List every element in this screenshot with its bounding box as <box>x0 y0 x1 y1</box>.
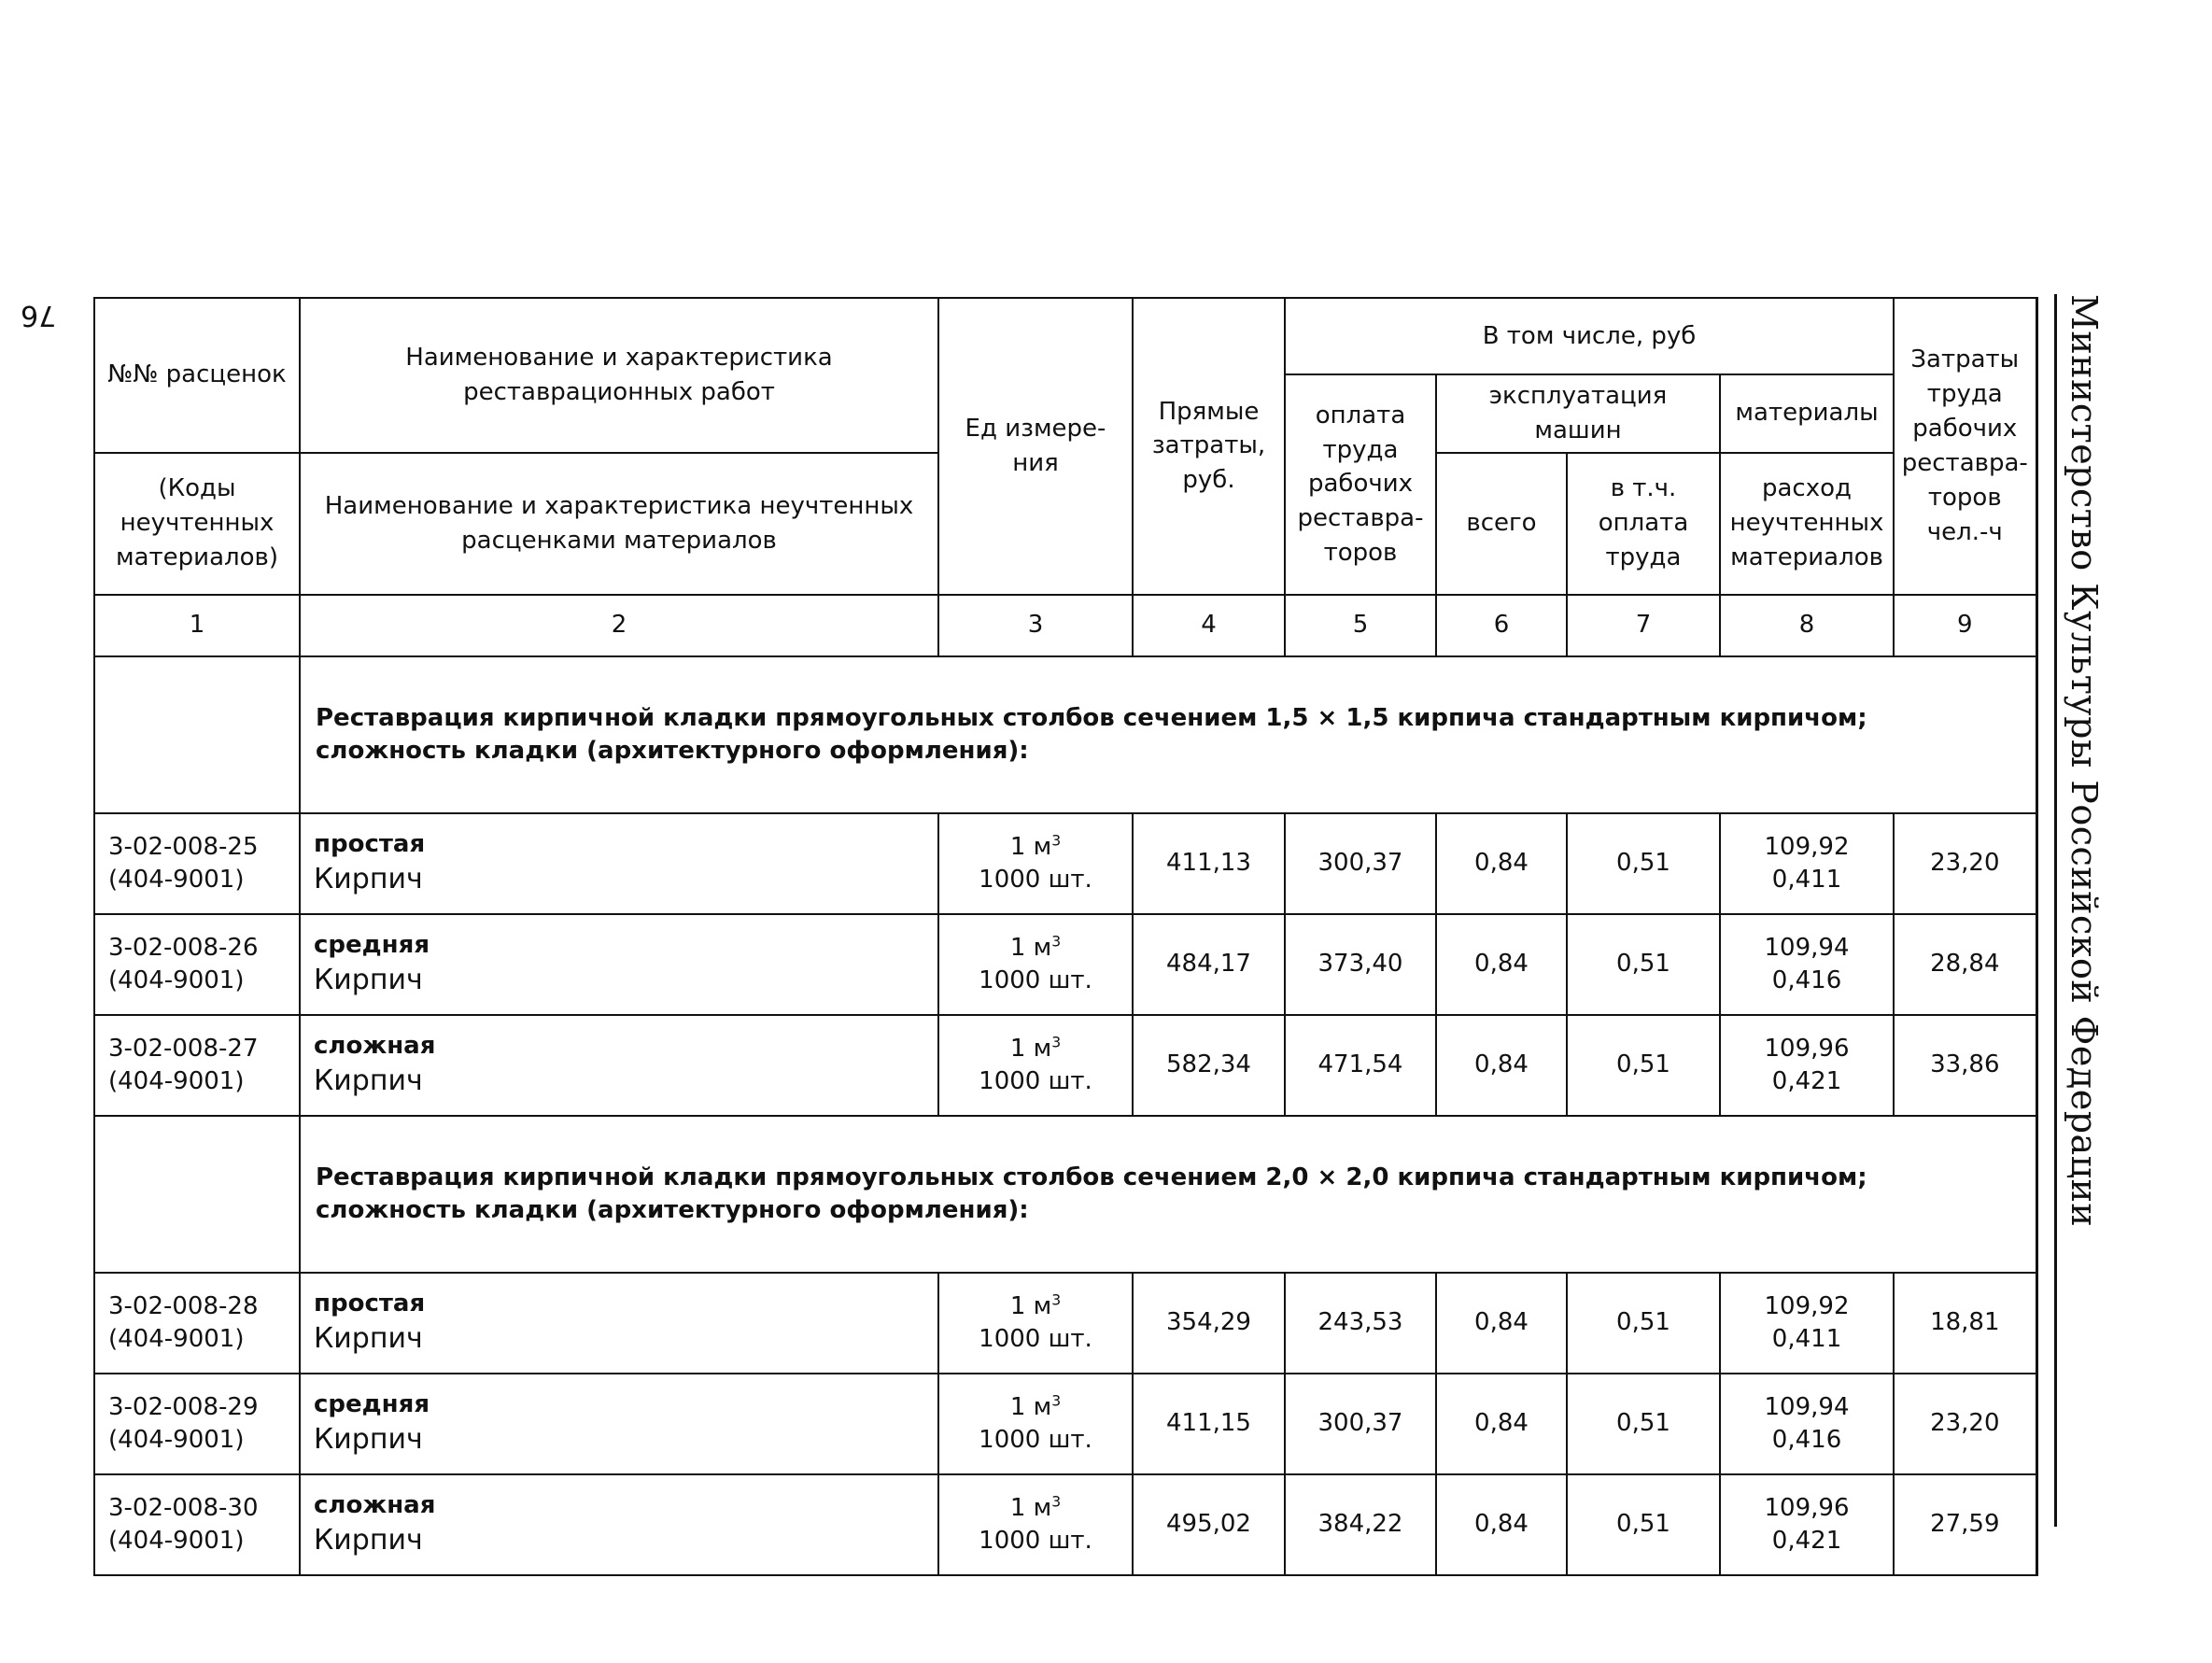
table-row <box>94 1015 2036 1116</box>
material-quantity: 0,411 <box>1771 865 1842 894</box>
column-number: 6 <box>1436 595 1567 656</box>
material-code: (404-9001) <box>108 1066 245 1095</box>
labor-pay: 300,37 <box>1285 813 1436 914</box>
header-including: В том числе, руб <box>1285 298 1894 374</box>
table-row <box>94 813 2036 914</box>
materials-cell <box>1720 1374 1894 1474</box>
unit-cell <box>938 1474 1133 1575</box>
table-row <box>94 1474 2036 1575</box>
direct-costs: 582,34 <box>1133 1015 1285 1116</box>
labor-pay: 471,54 <box>1285 1015 1436 1116</box>
section-title: Реставрация кирпичной кладки прямоугольных столбов сечением 1,5 × 1,5 кирпича стандартным кирпичом; сложность кладки (архитектурного оформления): <box>300 656 2036 813</box>
direct-costs: 411,13 <box>1133 813 1285 914</box>
rate-code: 3-02-008-25 <box>108 832 259 861</box>
unit-text: 1 м <box>1009 832 1052 861</box>
material-name: Кирпич <box>314 1064 423 1098</box>
work-name-cell <box>300 1273 938 1374</box>
section-header-row <box>94 1116 2036 1273</box>
unit-superscript: 3 <box>1051 1291 1062 1309</box>
unit-text: 1 м <box>1009 1493 1052 1522</box>
work-name-cell <box>300 914 938 1015</box>
materials-cell <box>1720 1273 1894 1374</box>
materials-cell <box>1720 1474 1894 1575</box>
direct-costs: 484,17 <box>1133 914 1285 1015</box>
material-code: (404-9001) <box>108 965 245 994</box>
work-name-cell <box>300 1015 938 1116</box>
material-quantity: 0,411 <box>1771 1324 1842 1353</box>
header-direct-costs: Прямые затраты, руб. <box>1133 298 1285 595</box>
unit-cell <box>938 813 1133 914</box>
column-number: 2 <box>300 595 938 656</box>
column-numbers-row <box>94 595 2036 656</box>
rate-code-cell <box>94 1374 300 1474</box>
unit-text: 1 м <box>1009 1392 1052 1421</box>
unit <box>945 932 1126 965</box>
material-unit: 1000 шт. <box>979 865 1092 894</box>
work-name: сложная <box>314 1032 436 1061</box>
labor-pay: 243,53 <box>1285 1273 1436 1374</box>
labor-hours: 23,20 <box>1894 813 2036 914</box>
material-code: (404-9001) <box>108 1526 245 1555</box>
material-name: Кирпич <box>314 863 423 896</box>
materials-cost: 109,96 <box>1764 1493 1850 1522</box>
materials-cost: 109,94 <box>1764 933 1850 962</box>
header-material-names: Наименование и характеристика неучтенных расценками материалов <box>300 453 938 595</box>
unit <box>945 1290 1126 1323</box>
material-unit: 1000 шт. <box>979 965 1092 994</box>
unit-cell <box>938 1273 1133 1374</box>
rate-code-cell <box>94 914 300 1015</box>
section-empty-cell <box>94 656 300 813</box>
work-name: средняя <box>314 1390 430 1419</box>
materials-cost: 109,96 <box>1764 1034 1850 1063</box>
column-number: 7 <box>1567 595 1720 656</box>
unit-cell <box>938 914 1133 1015</box>
rates-table <box>93 297 2038 1576</box>
work-name: средняя <box>314 931 430 960</box>
rate-code-cell <box>94 1474 300 1575</box>
column-number: 1 <box>94 595 300 656</box>
machines-total: 0,84 <box>1436 914 1567 1015</box>
work-name-cell <box>300 813 938 914</box>
material-unit: 1000 шт. <box>979 1526 1092 1555</box>
section-empty-cell <box>94 1116 300 1273</box>
header-machines-total: всего <box>1436 453 1567 595</box>
machines-total: 0,84 <box>1436 1015 1567 1116</box>
header-materials: материалы <box>1720 374 1894 453</box>
material-quantity: 0,416 <box>1771 965 1842 994</box>
unit-superscript: 3 <box>1051 1392 1062 1410</box>
unit-text: 1 м <box>1009 933 1052 962</box>
material-name: Кирпич <box>314 1322 423 1356</box>
materials-cost: 109,94 <box>1764 1392 1850 1421</box>
unit <box>945 1391 1126 1424</box>
unit-superscript: 3 <box>1051 832 1062 850</box>
page-number: 76 <box>21 299 57 331</box>
material-unit: 1000 шт. <box>979 1324 1092 1353</box>
work-name-cell <box>300 1374 938 1474</box>
machines-total: 0,84 <box>1436 1273 1567 1374</box>
labor-hours: 27,59 <box>1894 1474 2036 1575</box>
machines-labor: 0,51 <box>1567 813 1720 914</box>
header-machines: эксплуатация машин <box>1436 374 1720 453</box>
material-quantity: 0,421 <box>1771 1066 1842 1095</box>
unit-superscript: 3 <box>1051 1034 1062 1051</box>
labor-pay: 373,40 <box>1285 914 1436 1015</box>
section-title: Реставрация кирпичной кладки прямоугольных столбов сечением 2,0 × 2,0 кирпича стандартным кирпичом; сложность кладки (архитектурного оформления): <box>300 1116 2036 1273</box>
column-number: 5 <box>1285 595 1436 656</box>
materials-cost: 109,92 <box>1764 832 1850 861</box>
material-unit: 1000 шт. <box>979 1425 1092 1454</box>
rate-code-cell <box>94 1273 300 1374</box>
table-row <box>94 914 2036 1015</box>
section-header-row <box>94 656 2036 813</box>
header-labor-pay: оплата труда рабочих реставра-торов <box>1285 374 1436 595</box>
header-material-codes: (Коды неучтенных материалов) <box>94 453 300 595</box>
labor-hours: 18,81 <box>1894 1273 2036 1374</box>
machines-total: 0,84 <box>1436 1474 1567 1575</box>
machines-total: 0,84 <box>1436 813 1567 914</box>
table-row <box>94 1273 2036 1374</box>
unit-text: 1 м <box>1009 1034 1052 1063</box>
material-name: Кирпич <box>314 964 423 997</box>
column-number: 3 <box>938 595 1133 656</box>
unit-text: 1 м <box>1009 1291 1052 1320</box>
direct-costs: 411,15 <box>1133 1374 1285 1474</box>
work-name: простая <box>314 1290 426 1318</box>
material-code: (404-9001) <box>108 865 245 894</box>
column-number: 8 <box>1720 595 1894 656</box>
machines-labor: 0,51 <box>1567 914 1720 1015</box>
header-labor-hours: Затраты труда рабочих реставра-торов чел.-ч <box>1894 298 2036 595</box>
header-machines-labor: в т.ч. оплата труда <box>1567 453 1720 595</box>
rate-code: 3-02-008-28 <box>108 1291 259 1320</box>
unit-cell <box>938 1015 1133 1116</box>
work-name: простая <box>314 830 426 859</box>
labor-hours: 28,84 <box>1894 914 2036 1015</box>
material-code: (404-9001) <box>108 1324 245 1353</box>
unit <box>945 831 1126 864</box>
machines-labor: 0,51 <box>1567 1374 1720 1474</box>
material-quantity: 0,421 <box>1771 1526 1842 1555</box>
table-row <box>94 1374 2036 1474</box>
unit <box>945 1033 1126 1065</box>
materials-cell <box>1720 1015 1894 1116</box>
machines-labor: 0,51 <box>1567 1015 1720 1116</box>
side-title: Министерство Культуры Российской Федерации <box>2054 294 2102 1527</box>
direct-costs: 354,29 <box>1133 1273 1285 1374</box>
rate-code: 3-02-008-30 <box>108 1493 259 1522</box>
unit-cell <box>938 1374 1133 1474</box>
unit <box>945 1492 1126 1525</box>
header-material-consumption: расход неучтенных материалов <box>1720 453 1894 595</box>
labor-hours: 33,86 <box>1894 1015 2036 1116</box>
material-unit: 1000 шт. <box>979 1066 1092 1095</box>
rate-code: 3-02-008-27 <box>108 1034 259 1063</box>
machines-labor: 0,51 <box>1567 1273 1720 1374</box>
header-work-name: Наименование и характеристика реставрационных работ <box>300 298 938 453</box>
unit-superscript: 3 <box>1051 933 1062 951</box>
material-name: Кирпич <box>314 1524 423 1557</box>
column-number: 9 <box>1894 595 2036 656</box>
rate-code: 3-02-008-29 <box>108 1392 259 1421</box>
labor-pay: 384,22 <box>1285 1474 1436 1575</box>
work-name-cell <box>300 1474 938 1575</box>
machines-labor: 0,51 <box>1567 1474 1720 1575</box>
header-unit: Ед измере-ния <box>938 298 1133 595</box>
material-code: (404-9001) <box>108 1425 245 1454</box>
material-name: Кирпич <box>314 1423 423 1457</box>
unit-superscript: 3 <box>1051 1493 1062 1511</box>
material-quantity: 0,416 <box>1771 1425 1842 1454</box>
labor-pay: 300,37 <box>1285 1374 1436 1474</box>
materials-cell <box>1720 813 1894 914</box>
header-code: №№ расценок <box>94 298 300 453</box>
work-name: сложная <box>314 1491 436 1520</box>
materials-cost: 109,92 <box>1764 1291 1850 1320</box>
rate-code-cell <box>94 1015 300 1116</box>
labor-hours: 23,20 <box>1894 1374 2036 1474</box>
rate-code: 3-02-008-26 <box>108 933 259 962</box>
direct-costs: 495,02 <box>1133 1474 1285 1575</box>
rate-code-cell <box>94 813 300 914</box>
column-number: 4 <box>1133 595 1285 656</box>
machines-total: 0,84 <box>1436 1374 1567 1474</box>
materials-cell <box>1720 914 1894 1015</box>
